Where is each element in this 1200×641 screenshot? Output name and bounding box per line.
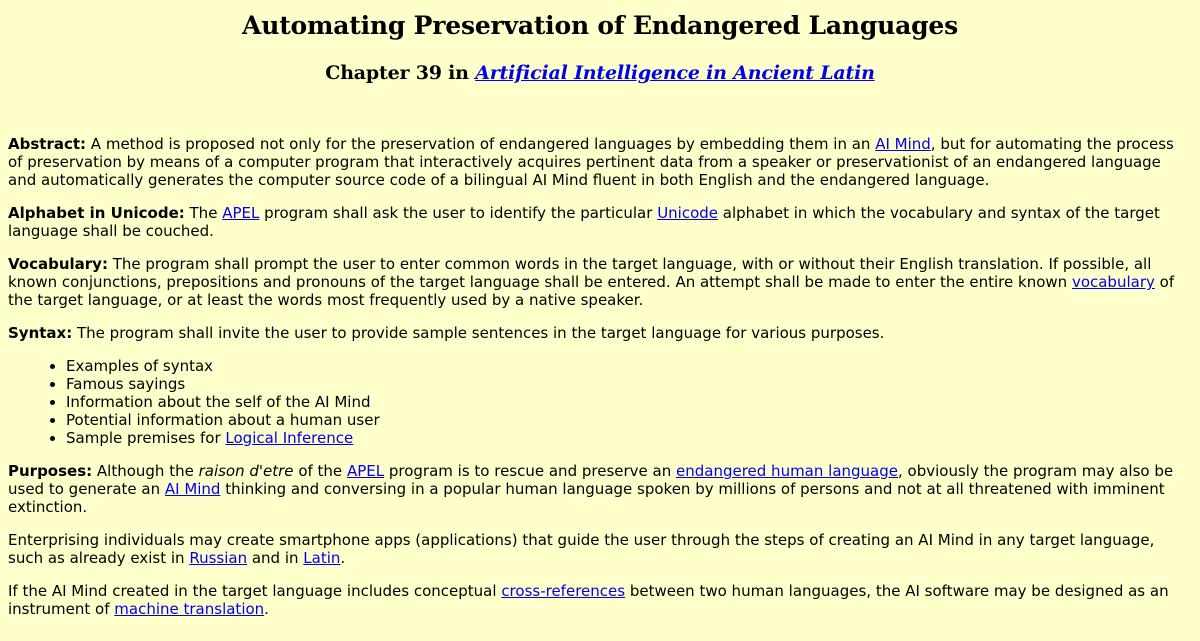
ai-mind-link-2[interactable]: AI Mind [164, 480, 221, 498]
syntax-label: Syntax: [8, 324, 73, 342]
purposes-text-3: program is to rescue and preserve an [384, 462, 676, 480]
vocabulary-text-2: of the target language, or at least the words most frequently used by a native speaker. [8, 273, 1175, 309]
purposes-label: Purposes: [8, 462, 93, 480]
alphabet-paragraph [8, 204, 1192, 240]
alphabet-text-1: The [184, 204, 223, 222]
purposes-text-5: thinking and conversing in a popular human language spoken by millions of persons and not at all threatened with imminent extinction. [8, 480, 1165, 516]
list-item [66, 429, 1192, 447]
book-title-link[interactable]: Artificial Intelligence in Ancient Latin [475, 62, 875, 84]
endangered-language-link[interactable]: endangered human language [676, 462, 898, 480]
abstract-label: Abstract: [8, 135, 87, 153]
apel-link-2[interactable]: APEL [346, 462, 385, 480]
abstract-text-2: , but for automating the process of preservation by means of a computer program that interactively acquires pertinent data from a speaker or preservationist of an endangered language and automatically generates the computer source code of a bilingual AI Mind fluent in both English and the endangered language. [8, 135, 1174, 189]
logical-inference-link[interactable]: Logical Inference [225, 429, 354, 447]
alphabet-text-2: program shall ask the user to identify the particular [259, 204, 658, 222]
cross-references-link[interactable]: cross-references [501, 582, 626, 600]
page-title: Automating Preservation of Endangered Languages [242, 11, 958, 40]
alphabet-label: Alphabet in Unicode: [8, 204, 185, 222]
crossref-paragraph [8, 582, 1192, 618]
crossref-text-3: . [264, 600, 269, 618]
latin-link[interactable]: Latin [303, 549, 341, 567]
enterprising-text-1: Enterprising individuals may create smartphone apps (applications) that guide the user through the steps of creating an AI Mind in any target language, such as already exist in [8, 531, 1155, 567]
syntax-purposes-list [8, 357, 1192, 447]
vocabulary-paragraph [8, 255, 1192, 309]
abstract-paragraph [8, 135, 1192, 189]
enterprising-text-2: and in [247, 549, 304, 567]
crossref-text-1: If the AI Mind created in the target language includes conceptual [8, 582, 502, 600]
syntax-text-1: The program shall invite the user to provide sample sentences in the target language for various purposes. [72, 324, 885, 342]
list-item: • Information about the self of the AI Mind [66, 393, 1192, 411]
list-item: • Potential information about a human user [66, 411, 1192, 429]
chapter-prefix: Chapter 39 in [325, 62, 476, 84]
enterprising-text-3: . [340, 549, 346, 567]
russian-link[interactable]: Russian [189, 549, 248, 567]
vocabulary-label: Vocabulary: [8, 255, 108, 273]
crossref-text-2: between two human languages, the AI software may be designed as an instrument of [8, 582, 1169, 618]
vocabulary-text-1: The program shall prompt the user to enter common words in the target language, with or without their English translation. If possible, all known conjunctions, prepositions and pronouns of the target language shall be entered. An attempt shall be made to enter the entire known [8, 255, 1152, 291]
syntax-paragraph [8, 324, 1192, 342]
enterprising-paragraph [8, 531, 1192, 567]
list-item: • Examples of syntax [66, 357, 1192, 375]
apel-link[interactable]: APEL [222, 204, 260, 222]
purposes-paragraph [8, 462, 1192, 516]
purposes-text-4: , obviously the program may also be used to generate an [8, 462, 1174, 498]
abstract-text-1: A method is proposed not only for the preservation of endangered languages by embedding them in an [86, 135, 876, 153]
purposes-text-1: Although the [92, 462, 199, 480]
ai-mind-link[interactable]: AI Mind [875, 135, 931, 153]
unicode-link[interactable]: Unicode [657, 204, 719, 222]
purposes-text-2: of the [293, 462, 347, 480]
document-page [0, 11, 1200, 618]
purposes-italic: raison d'etre [198, 462, 294, 480]
machine-translation-link[interactable]: machine translation [114, 600, 265, 618]
chapter-subtitle [8, 61, 1192, 85]
list-item: • Famous sayings [66, 375, 1192, 393]
alphabet-text-3: alphabet in which the vocabulary and syntax of the target language shall be couched. [8, 204, 1160, 240]
vocabulary-link[interactable]: vocabulary [1071, 273, 1155, 291]
list-item-text: Sample premises for [66, 429, 226, 447]
